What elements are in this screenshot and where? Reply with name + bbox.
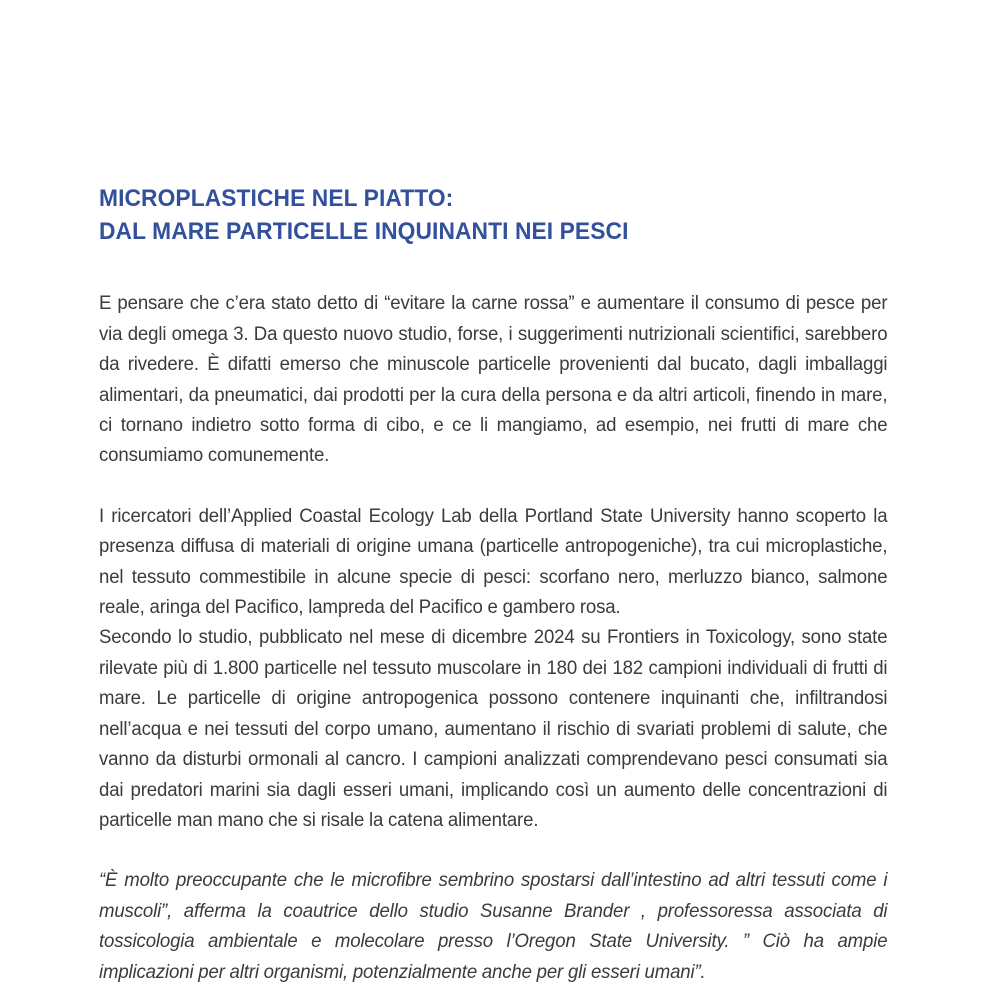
paragraph-researchers: I ricercatori dell’Applied Coastal Ecology Lab della Portland State University hanno scoperto la presenza diffusa di materiali di origine umana (particelle antropogeniche), tra cui microplastiche, nel tessuto commestibile in alcune specie di pesci: scorfano nero, merluzzo bianco, salmone reale, aringa del Pacifico, lampreda del Pacifico e gambero rosa. [99, 505, 888, 619]
paragraph-intro: E pensare che c’era stato detto di “evitare la carne rossa” e aumentare il consumo di pesce per via degli omega 3. Da questo nuovo studio, forse, i suggerimenti nutrizionali scientifici, sarebbero da rivedere. È difatti emerso che minuscole particelle provenienti dal bucato, dagli imballaggi alimentari, da pneumatici, dai prodotti per la cura della persona e da altri articoli, finendo in mare, ci tornano indietro sotto forma di cibo, e ce li mangiamo, ad esempio, nei frutti di mare che consumiamo comunemente. [99, 293, 888, 467]
paragraph-quote: “È molto preoccupante che le microfibre sembrino spostarsi dall’intestino ad altri tessuti come i muscoli”, afferma la coautrice dello studio Susanne Brander , professoressa associata di tossicologia ambientale e molecolare presso l’Oregon State University. ” Ciò ha ampie implicazioni per altri organismi, potenzialmente anche per gli esseri umani”. [99, 870, 888, 983]
paragraph-study-findings: Secondo lo studio, pubblicato nel mese di dicembre 2024 su Frontiers in Toxicology, sono state rilevate più di 1.800 particelle nel tessuto muscolare in 180 dei 182 campioni individuali di frutti di mare. Le particelle di origine antropogenica possono contenere inquinanti che, infiltrandosi nell’acqua e nei tessuti del corpo umano, aumentano il rischio di svariati problemi di salute, che vanno da disturbi ormonali al cancro. I campioni analizzati comprendevano pesci consumati sia dai predatori marini sia dagli esseri umani, implicando così un aumento delle concentrazioni di particelle man mano che si risale la catena alimentare. [99, 627, 888, 831]
page-title [99, 182, 859, 248]
article-text [99, 289, 916, 988]
headline-line-2: DAL MARE PARTICELLE INQUINANTI NEI PESCI [99, 218, 629, 246]
headline-line-1: MICROPLASTICHE NEL PIATTO: [99, 185, 454, 213]
article-body [99, 166, 916, 988]
